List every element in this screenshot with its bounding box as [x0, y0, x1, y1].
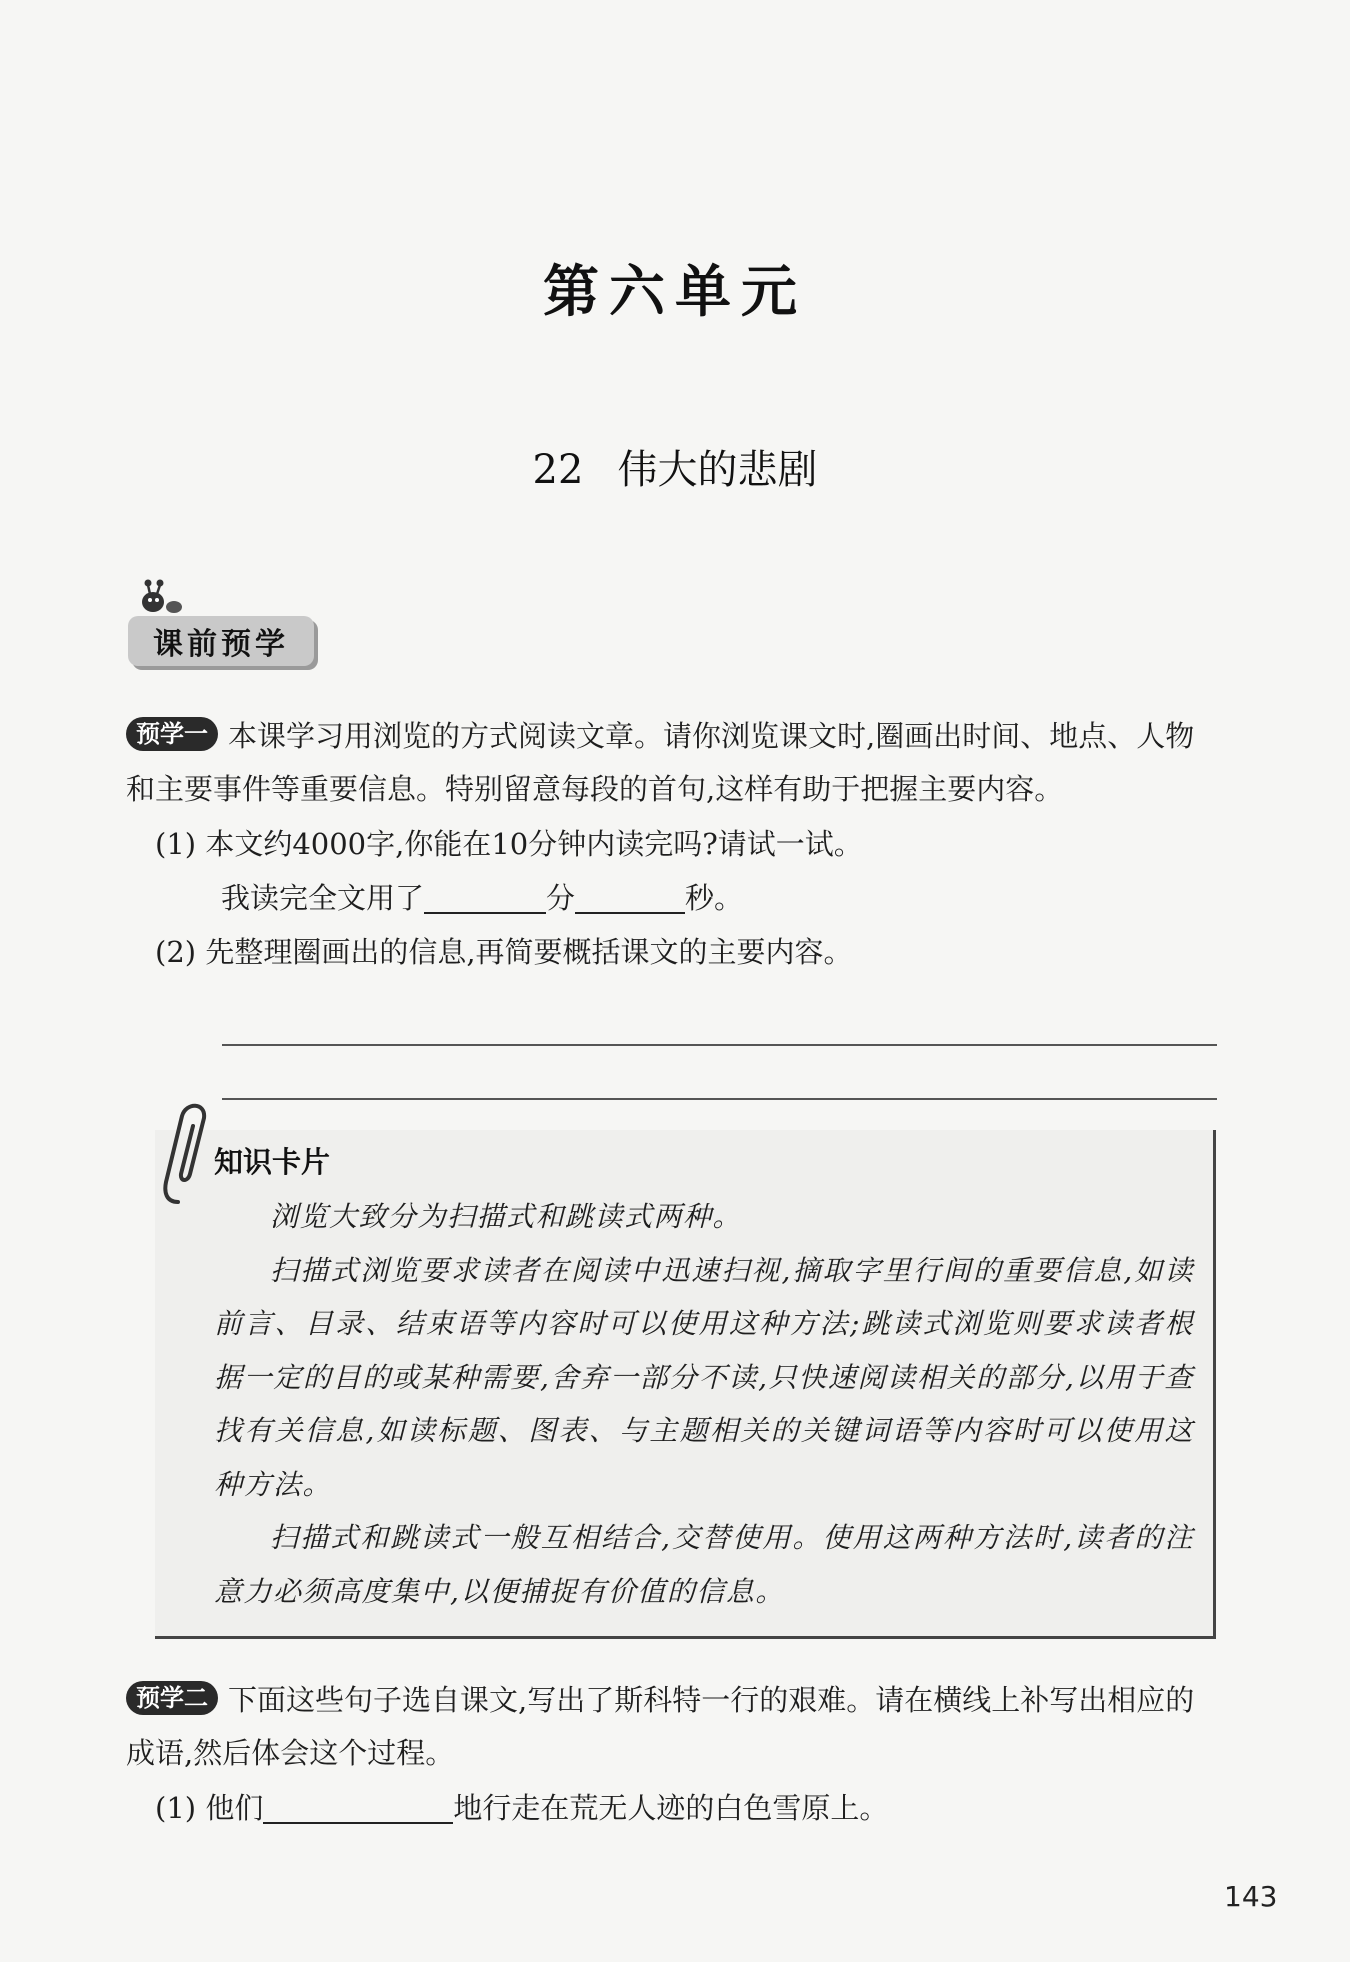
- seconds-unit: 秒。: [685, 881, 744, 915]
- task1-question-2: [155, 926, 1215, 979]
- page-number: 143: [1224, 1880, 1278, 1913]
- question-number: (1): [155, 827, 197, 861]
- card-paragraph: 扫描式浏览要求读者在阅读中迅速扫视,摘取字里行间的重要信息,如读前言、目录、结束语等内容时可以使用这种方法;跳读式浏览则要求读者根据一定的目的或某种需要,舍弃一部分不读,只快速阅读相关的部分,以用于查找有关信息,如读标题、图表、与主题相关的关键词语等内容时可以使用这种方法。: [214, 1253, 1194, 1501]
- task2-question-1: [155, 1782, 888, 1835]
- question-number: (2): [155, 935, 197, 969]
- task1-question-1-answer: [221, 872, 743, 925]
- answer-prefix: 我读完全文用了: [221, 881, 425, 915]
- minutes-blank[interactable]: [424, 874, 546, 914]
- knowledge-card-title: 知识卡片: [214, 1145, 331, 1179]
- task1-question-1: [155, 818, 1215, 871]
- seconds-blank[interactable]: [575, 874, 685, 914]
- card-paragraph: 浏览大致分为扫描式和跳读式两种。: [270, 1200, 743, 1233]
- answer-line-1[interactable]: [222, 1044, 1217, 1046]
- section-badge: 课前预学: [128, 616, 314, 666]
- knowledge-card-body: [214, 1190, 1194, 1618]
- task1-label: 预学一: [126, 717, 218, 751]
- question-number: (1): [155, 1791, 197, 1825]
- task2-label: 预学二: [126, 1681, 218, 1715]
- bug-mascot-icon: [136, 574, 186, 614]
- task1-text: 本课学习用浏览的方式阅读文章。请你浏览课文时,圈画出时间、地点、人物和主要事件等重要信息。特别留意每段的首句,这样有助于把握主要内容。: [126, 719, 1195, 806]
- question-suffix: 地行走在荒无人迹的白色雪原上。: [453, 1791, 889, 1825]
- task2-text: 下面这些句子选自课文,写出了斯科特一行的艰难。请在横线上补写出相应的成语,然后体会这个过程。: [126, 1683, 1195, 1770]
- unit-title: 第六单元: [543, 259, 807, 325]
- card-paragraph: 扫描式和跳读式一般互相结合,交替使用。使用这两种方法时,读者的注意力必须高度集中,以便捕捉有价值的信息。: [214, 1521, 1194, 1608]
- idiom-blank[interactable]: [263, 1784, 453, 1824]
- lesson-number: 22: [532, 447, 584, 493]
- question-text: 本文约4000字,你能在10分钟内读完吗?请试一试。: [205, 827, 863, 861]
- task2-intro: [126, 1674, 1221, 1780]
- answer-line-2[interactable]: [222, 1098, 1217, 1100]
- lesson-name: 伟大的悲剧: [617, 447, 818, 493]
- paperclip-icon: [160, 1098, 216, 1210]
- task1-intro: [126, 710, 1221, 816]
- minutes-unit: 分: [546, 881, 576, 915]
- lesson-title: [0, 438, 1350, 495]
- question-text: 先整理圈画出的信息,再简要概括课文的主要内容。: [205, 935, 853, 969]
- question-prefix: 他们: [205, 1791, 264, 1825]
